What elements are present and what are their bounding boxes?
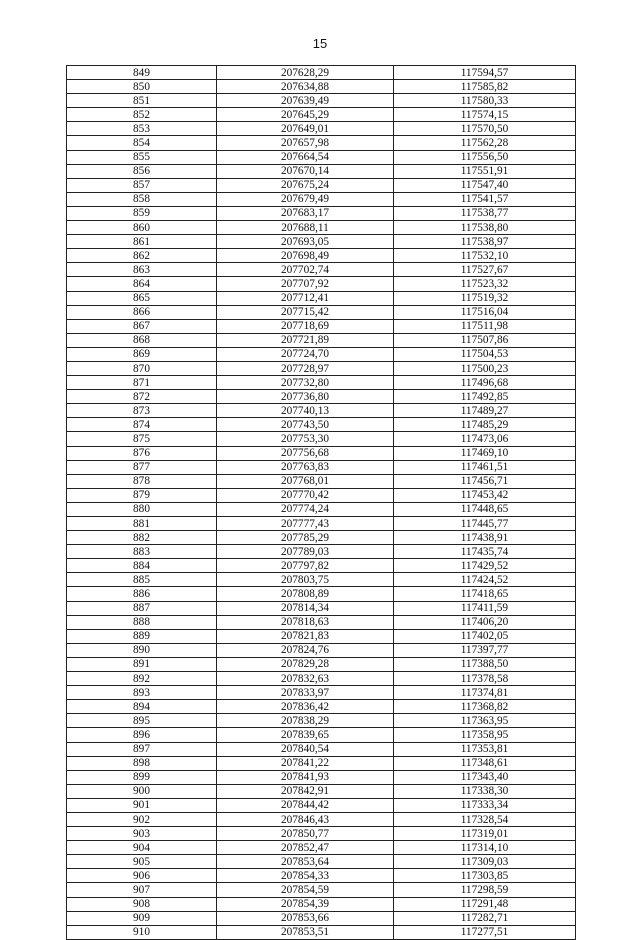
x-coordinate-cell: 207853,51 [217, 925, 394, 939]
y-coordinate-cell: 117538,77 [394, 206, 576, 220]
point-number-cell: 891 [67, 657, 217, 671]
point-number-cell: 887 [67, 601, 217, 615]
x-coordinate-cell: 207670,14 [217, 164, 394, 178]
y-coordinate-cell: 117532,10 [394, 249, 576, 263]
y-coordinate-cell: 117319,01 [394, 827, 576, 841]
y-coordinate-cell: 117453,42 [394, 488, 576, 502]
point-number-cell: 879 [67, 488, 217, 502]
table-row [67, 474, 576, 488]
point-number-cell: 890 [67, 643, 217, 657]
point-number-cell: 862 [67, 249, 217, 263]
point-number-cell: 858 [67, 192, 217, 206]
point-number-cell: 867 [67, 319, 217, 333]
table-row [67, 418, 576, 432]
table-row [67, 531, 576, 545]
x-coordinate-cell: 207839,65 [217, 728, 394, 742]
point-number-cell: 855 [67, 150, 217, 164]
point-number-cell: 869 [67, 347, 217, 361]
point-number-cell: 878 [67, 474, 217, 488]
table-row [67, 827, 576, 841]
table-row [67, 798, 576, 812]
table-row [67, 235, 576, 249]
table-row [67, 855, 576, 869]
x-coordinate-cell: 207728,97 [217, 361, 394, 375]
x-coordinate-cell: 207756,68 [217, 446, 394, 460]
point-number-cell: 910 [67, 925, 217, 939]
point-number-cell: 883 [67, 545, 217, 559]
table-row [67, 841, 576, 855]
table-row [67, 615, 576, 629]
x-coordinate-cell: 207683,17 [217, 206, 394, 220]
y-coordinate-cell: 117538,80 [394, 221, 576, 235]
point-number-cell: 888 [67, 615, 217, 629]
point-number-cell: 895 [67, 714, 217, 728]
table-row [67, 770, 576, 784]
table-row [67, 897, 576, 911]
y-coordinate-cell: 117406,20 [394, 615, 576, 629]
point-number-cell: 849 [67, 66, 217, 80]
x-coordinate-cell: 207789,03 [217, 545, 394, 559]
x-coordinate-cell: 207657,98 [217, 136, 394, 150]
y-coordinate-cell: 117309,03 [394, 855, 576, 869]
y-coordinate-cell: 117435,74 [394, 545, 576, 559]
point-number-cell: 892 [67, 672, 217, 686]
x-coordinate-cell: 207753,30 [217, 432, 394, 446]
y-coordinate-cell: 117456,71 [394, 474, 576, 488]
y-coordinate-cell: 117448,65 [394, 502, 576, 516]
point-number-cell: 871 [67, 376, 217, 390]
y-coordinate-cell: 117411,59 [394, 601, 576, 615]
x-coordinate-cell: 207724,70 [217, 347, 394, 361]
table-row [67, 164, 576, 178]
y-coordinate-cell: 117516,04 [394, 305, 576, 319]
point-number-cell: 875 [67, 432, 217, 446]
table-row [67, 657, 576, 671]
table-row [67, 812, 576, 826]
x-coordinate-cell: 207854,33 [217, 869, 394, 883]
y-coordinate-cell: 117461,51 [394, 460, 576, 474]
point-number-cell: 904 [67, 841, 217, 855]
y-coordinate-cell: 117424,52 [394, 573, 576, 587]
table-row [67, 460, 576, 474]
table-row [67, 502, 576, 516]
point-number-cell: 868 [67, 333, 217, 347]
x-coordinate-cell: 207763,83 [217, 460, 394, 474]
point-number-cell: 886 [67, 587, 217, 601]
table-row [67, 150, 576, 164]
point-number-cell: 889 [67, 629, 217, 643]
x-coordinate-cell: 207797,82 [217, 559, 394, 573]
x-coordinate-cell: 207840,54 [217, 742, 394, 756]
x-coordinate-cell: 207853,64 [217, 855, 394, 869]
table-row [67, 333, 576, 347]
y-coordinate-cell: 117303,85 [394, 869, 576, 883]
point-number-cell: 853 [67, 122, 217, 136]
x-coordinate-cell: 207814,34 [217, 601, 394, 615]
point-number-cell: 898 [67, 756, 217, 770]
y-coordinate-cell: 117574,15 [394, 108, 576, 122]
x-coordinate-cell: 207852,47 [217, 841, 394, 855]
point-number-cell: 863 [67, 263, 217, 277]
point-number-cell: 908 [67, 897, 217, 911]
y-coordinate-cell: 117378,58 [394, 672, 576, 686]
point-number-cell: 896 [67, 728, 217, 742]
point-number-cell: 850 [67, 80, 217, 94]
table-row [67, 742, 576, 756]
x-coordinate-cell: 207824,76 [217, 643, 394, 657]
table-row [67, 390, 576, 404]
table-row [67, 263, 576, 277]
table-row [67, 347, 576, 361]
x-coordinate-cell: 207664,54 [217, 150, 394, 164]
y-coordinate-cell: 117314,10 [394, 841, 576, 855]
x-coordinate-cell: 207768,01 [217, 474, 394, 488]
x-coordinate-cell: 207702,74 [217, 263, 394, 277]
table-row [67, 249, 576, 263]
x-coordinate-cell: 207715,42 [217, 305, 394, 319]
point-number-cell: 872 [67, 390, 217, 404]
x-coordinate-cell: 207785,29 [217, 531, 394, 545]
table-row [67, 404, 576, 418]
point-number-cell: 854 [67, 136, 217, 150]
x-coordinate-cell: 207675,24 [217, 178, 394, 192]
table-row [67, 122, 576, 136]
x-coordinate-cell: 207712,41 [217, 291, 394, 305]
table-row [67, 559, 576, 573]
point-number-cell: 860 [67, 221, 217, 235]
table-row [67, 756, 576, 770]
y-coordinate-cell: 117348,61 [394, 756, 576, 770]
x-coordinate-cell: 207693,05 [217, 235, 394, 249]
x-coordinate-cell: 207774,24 [217, 502, 394, 516]
table-row [67, 277, 576, 291]
table-row [67, 686, 576, 700]
x-coordinate-cell: 207707,92 [217, 277, 394, 291]
table-row [67, 94, 576, 108]
point-number-cell: 865 [67, 291, 217, 305]
table-row [67, 361, 576, 375]
coordinate-table-body [67, 66, 576, 940]
x-coordinate-cell: 207721,89 [217, 333, 394, 347]
y-coordinate-cell: 117429,52 [394, 559, 576, 573]
x-coordinate-cell: 207736,80 [217, 390, 394, 404]
x-coordinate-cell: 207698,49 [217, 249, 394, 263]
y-coordinate-cell: 117353,81 [394, 742, 576, 756]
y-coordinate-cell: 117397,77 [394, 643, 576, 657]
point-number-cell: 894 [67, 700, 217, 714]
point-number-cell: 903 [67, 827, 217, 841]
table-row [67, 517, 576, 531]
y-coordinate-cell: 117277,51 [394, 925, 576, 939]
point-number-cell: 893 [67, 686, 217, 700]
y-coordinate-cell: 117282,71 [394, 911, 576, 925]
point-number-cell: 884 [67, 559, 217, 573]
point-number-cell: 897 [67, 742, 217, 756]
table-row [67, 192, 576, 206]
x-coordinate-cell: 207777,43 [217, 517, 394, 531]
table-row [67, 601, 576, 615]
table-row [67, 136, 576, 150]
x-coordinate-cell: 207645,29 [217, 108, 394, 122]
table-row [67, 573, 576, 587]
table-row [67, 643, 576, 657]
x-coordinate-cell: 207833,97 [217, 686, 394, 700]
y-coordinate-cell: 117556,50 [394, 150, 576, 164]
point-number-cell: 873 [67, 404, 217, 418]
x-coordinate-cell: 207842,91 [217, 784, 394, 798]
y-coordinate-cell: 117445,77 [394, 517, 576, 531]
table-row [67, 108, 576, 122]
y-coordinate-cell: 117492,85 [394, 390, 576, 404]
y-coordinate-cell: 117507,86 [394, 333, 576, 347]
y-coordinate-cell: 117551,91 [394, 164, 576, 178]
y-coordinate-cell: 117358,95 [394, 728, 576, 742]
y-coordinate-cell: 117402,05 [394, 629, 576, 643]
x-coordinate-cell: 207732,80 [217, 376, 394, 390]
y-coordinate-cell: 117541,57 [394, 192, 576, 206]
x-coordinate-cell: 207854,59 [217, 883, 394, 897]
point-number-cell: 885 [67, 573, 217, 587]
y-coordinate-cell: 117438,91 [394, 531, 576, 545]
point-number-cell: 876 [67, 446, 217, 460]
table-row [67, 221, 576, 235]
point-number-cell: 851 [67, 94, 217, 108]
table-row [67, 714, 576, 728]
table-row [67, 925, 576, 939]
y-coordinate-cell: 117343,40 [394, 770, 576, 784]
table-row [67, 319, 576, 333]
table-row [67, 432, 576, 446]
table-row [67, 672, 576, 686]
table-row [67, 728, 576, 742]
y-coordinate-cell: 117469,10 [394, 446, 576, 460]
y-coordinate-cell: 117570,50 [394, 122, 576, 136]
point-number-cell: 906 [67, 869, 217, 883]
table-row [67, 869, 576, 883]
x-coordinate-cell: 207740,13 [217, 404, 394, 418]
y-coordinate-cell: 117500,23 [394, 361, 576, 375]
table-row [67, 376, 576, 390]
point-number-cell: 874 [67, 418, 217, 432]
x-coordinate-cell: 207634,88 [217, 80, 394, 94]
table-row [67, 291, 576, 305]
table-row [67, 545, 576, 559]
x-coordinate-cell: 207850,77 [217, 827, 394, 841]
y-coordinate-cell: 117473,06 [394, 432, 576, 446]
x-coordinate-cell: 207836,42 [217, 700, 394, 714]
x-coordinate-cell: 207844,42 [217, 798, 394, 812]
table-row [67, 911, 576, 925]
y-coordinate-cell: 117368,82 [394, 700, 576, 714]
table-row [67, 66, 576, 80]
table-row [67, 178, 576, 192]
y-coordinate-cell: 117580,33 [394, 94, 576, 108]
x-coordinate-cell: 207838,29 [217, 714, 394, 728]
x-coordinate-cell: 207679,49 [217, 192, 394, 206]
table-row [67, 883, 576, 897]
y-coordinate-cell: 117333,34 [394, 798, 576, 812]
y-coordinate-cell: 117547,40 [394, 178, 576, 192]
x-coordinate-cell: 207854,39 [217, 897, 394, 911]
x-coordinate-cell: 207841,22 [217, 756, 394, 770]
x-coordinate-cell: 207639,49 [217, 94, 394, 108]
x-coordinate-cell: 207829,28 [217, 657, 394, 671]
table-row [67, 80, 576, 94]
x-coordinate-cell: 207846,43 [217, 812, 394, 826]
point-number-cell: 905 [67, 855, 217, 869]
x-coordinate-cell: 207853,66 [217, 911, 394, 925]
coordinate-table [66, 65, 576, 940]
x-coordinate-cell: 207818,63 [217, 615, 394, 629]
y-coordinate-cell: 117388,50 [394, 657, 576, 671]
y-coordinate-cell: 117363,95 [394, 714, 576, 728]
table-row [67, 700, 576, 714]
table-row [67, 784, 576, 798]
y-coordinate-cell: 117523,32 [394, 277, 576, 291]
x-coordinate-cell: 207832,63 [217, 672, 394, 686]
y-coordinate-cell: 117298,59 [394, 883, 576, 897]
y-coordinate-cell: 117489,27 [394, 404, 576, 418]
point-number-cell: 901 [67, 798, 217, 812]
point-number-cell: 880 [67, 502, 217, 516]
table-row [67, 305, 576, 319]
y-coordinate-cell: 117504,53 [394, 347, 576, 361]
table-row [67, 587, 576, 601]
y-coordinate-cell: 117511,98 [394, 319, 576, 333]
y-coordinate-cell: 117538,97 [394, 235, 576, 249]
x-coordinate-cell: 207803,75 [217, 573, 394, 587]
x-coordinate-cell: 207770,42 [217, 488, 394, 502]
y-coordinate-cell: 117527,67 [394, 263, 576, 277]
point-number-cell: 900 [67, 784, 217, 798]
x-coordinate-cell: 207688,11 [217, 221, 394, 235]
y-coordinate-cell: 117328,54 [394, 812, 576, 826]
x-coordinate-cell: 207808,89 [217, 587, 394, 601]
point-number-cell: 864 [67, 277, 217, 291]
point-number-cell: 852 [67, 108, 217, 122]
point-number-cell: 859 [67, 206, 217, 220]
x-coordinate-cell: 207821,83 [217, 629, 394, 643]
y-coordinate-cell: 117519,32 [394, 291, 576, 305]
point-number-cell: 881 [67, 517, 217, 531]
table-row [67, 488, 576, 502]
x-coordinate-cell: 207743,50 [217, 418, 394, 432]
table-row [67, 446, 576, 460]
point-number-cell: 909 [67, 911, 217, 925]
y-coordinate-cell: 117594,57 [394, 66, 576, 80]
x-coordinate-cell: 207718,69 [217, 319, 394, 333]
point-number-cell: 856 [67, 164, 217, 178]
page-number: 15 [312, 36, 328, 51]
table-row [67, 206, 576, 220]
point-number-cell: 870 [67, 361, 217, 375]
table-row [67, 629, 576, 643]
y-coordinate-cell: 117485,29 [394, 418, 576, 432]
point-number-cell: 857 [67, 178, 217, 192]
y-coordinate-cell: 117496,68 [394, 376, 576, 390]
y-coordinate-cell: 117418,65 [394, 587, 576, 601]
x-coordinate-cell: 207841,93 [217, 770, 394, 784]
y-coordinate-cell: 117562,28 [394, 136, 576, 150]
point-number-cell: 882 [67, 531, 217, 545]
y-coordinate-cell: 117374,81 [394, 686, 576, 700]
point-number-cell: 861 [67, 235, 217, 249]
y-coordinate-cell: 117291,48 [394, 897, 576, 911]
y-coordinate-cell: 117585,82 [394, 80, 576, 94]
point-number-cell: 902 [67, 812, 217, 826]
y-coordinate-cell: 117338,30 [394, 784, 576, 798]
point-number-cell: 907 [67, 883, 217, 897]
point-number-cell: 899 [67, 770, 217, 784]
point-number-cell: 866 [67, 305, 217, 319]
x-coordinate-cell: 207649,01 [217, 122, 394, 136]
point-number-cell: 877 [67, 460, 217, 474]
x-coordinate-cell: 207628,29 [217, 66, 394, 80]
